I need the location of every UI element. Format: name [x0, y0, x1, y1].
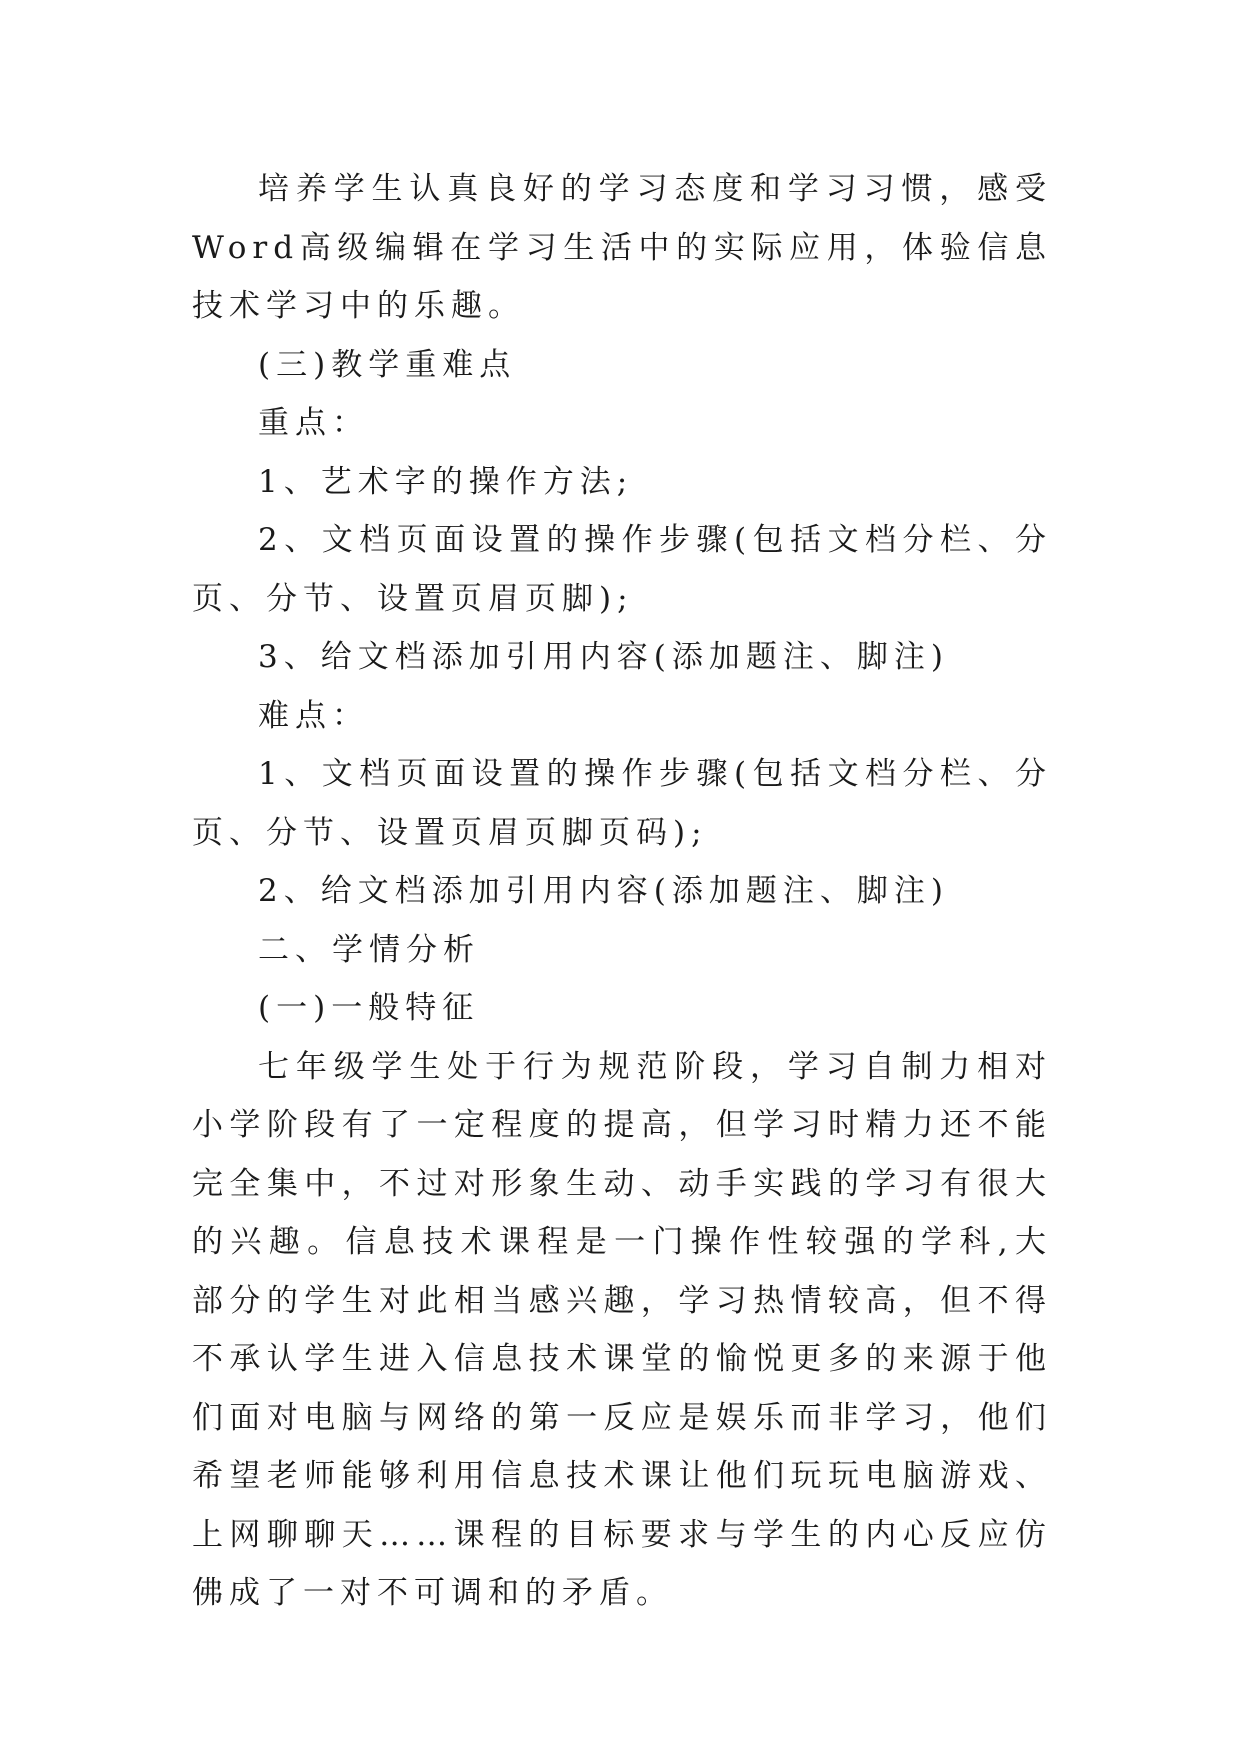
- label-difficult-points: 难点：: [258, 697, 369, 734]
- paragraph-goal: 培养学生认真良好的学习态度和学习习惯，感受Word高级编辑在学习生活中的实际应用，体验信息技术学习中的乐趣。: [192, 171, 1052, 324]
- label-key-points: 重点：: [258, 405, 369, 441]
- difficult-point-item-1: 1、文档页面设置的操作步骤(包括文档分栏、分页、分节、设置页眉页脚页码);: [192, 756, 1052, 851]
- heading-learner-analysis: 二、学情分析: [258, 931, 480, 968]
- difficult-point-item-2: 2、给文档添加引用内容(添加题注、脚注): [258, 873, 949, 909]
- document-body: [192, 160, 1052, 1623]
- key-point-item-3: 3、给文档添加引用内容(添加题注、脚注): [258, 639, 949, 675]
- key-point-item-2: 2、文档页面设置的操作步骤(包括文档分栏、分页、分节、设置页眉页脚);: [192, 522, 1052, 617]
- heading-key-difficult-points: (三)教学重难点: [258, 346, 517, 383]
- paragraph-learner-description: 七年级学生处于行为规范阶段，学习自制力相对小学阶段有了一定程度的提高，但学习时精力还不能完全集中，不过对形象生动、动手实践的学习有很大的兴趣。信息技术课程是一门操作性较强的学科,大部分的学生对此相当感兴趣，学习热情较高，但不得不承认学生进入信息技术课堂的愉悦更多的来源于他们面对电脑与网络的第一反应是娱乐而非学习，他们希望老师能够利用信息技术课让他们玩玩电脑游戏、上网聊聊天……课程的目标要求与学生的内心反应仿佛成了一对不可调和的矛盾。: [192, 1048, 1052, 1611]
- key-point-item-1: 1、艺术字的操作方法;: [258, 463, 634, 500]
- heading-general-features: (一)一般特征: [258, 990, 480, 1026]
